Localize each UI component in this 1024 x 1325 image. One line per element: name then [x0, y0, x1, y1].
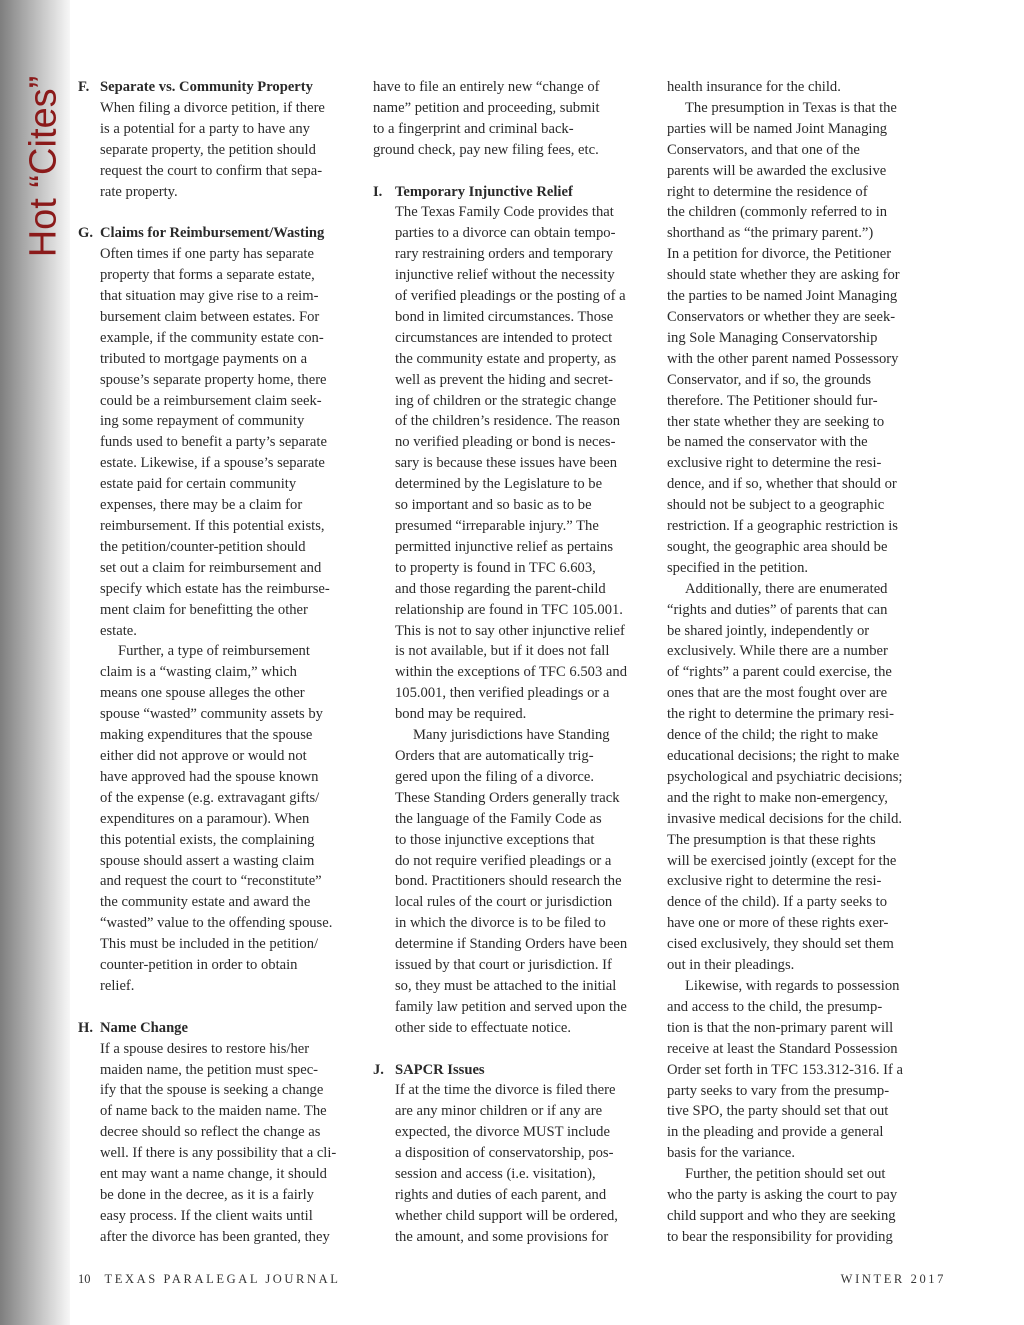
paragraph [667, 98, 945, 579]
text-line: Order set forth in TFC 153.312-316. If a [667, 1061, 904, 1078]
text-line: tive SPO, the party should set that out [667, 1103, 889, 1120]
journal-name: TEXAS PARALEGAL JOURNAL [104, 1272, 341, 1286]
text-line: have one or more of these rights exer- [667, 915, 889, 932]
text-line: set out a claim for reimbursement and [100, 559, 322, 576]
text-line: ing of children or the strategic change [395, 392, 617, 409]
text-line: are any minor children or if any are [395, 1103, 603, 1120]
text-line: shorthand as “the primary parent.”) [667, 225, 874, 242]
text-line: this potential exists, the complaining [100, 831, 315, 848]
text-line: the amount, and some provisions for [395, 1228, 609, 1245]
text-line: other side to effectuate notice. [395, 1019, 571, 1036]
text-line: do not require verified pleadings or a [395, 852, 612, 869]
text-line: The presumption is that these rights [667, 831, 876, 848]
text-line: In a petition for divorce, the Petitioner [667, 246, 892, 263]
text-line: These Standing Orders generally track [395, 789, 620, 806]
text-line: whether child support will be ordered, [395, 1207, 618, 1224]
text-line: injunctive relief without the necessity [395, 267, 615, 284]
text-line: Further, the petition should set out [685, 1166, 886, 1183]
text-line: and those regarding the parent-child [395, 580, 606, 597]
text-line: either did not approve or would not [100, 747, 307, 764]
text-line: If a spouse desires to restore his/her [100, 1040, 310, 1057]
paragraph [667, 579, 945, 976]
text-line: after the divorce has been granted, they [100, 1228, 330, 1245]
page-number: 10 [78, 1272, 91, 1286]
paragraph [100, 641, 350, 996]
text-line: no verified pleading or bond is neces- [395, 434, 616, 451]
section-label: F. [78, 79, 90, 95]
text-line: rights and duties of each parent, and [395, 1187, 607, 1203]
section-heading: Separate vs. Community Property [100, 79, 313, 95]
section-block [373, 182, 649, 1039]
text-line: determine if Standing Orders have been [395, 936, 628, 953]
section-spacer [78, 997, 350, 1018]
text-line: have to file an entirely new “change of [373, 79, 600, 95]
text-line: receive at least the Standard Possession [667, 1040, 898, 1057]
text-line: This is not to say other injunctive relief [395, 622, 625, 639]
text-line: of verified pleadings or the posting of a [395, 288, 626, 305]
text-line: dence of the child; the right to make [667, 727, 879, 744]
section-label: I. [373, 183, 383, 200]
text-line: Conservator, and if so, the grounds [667, 371, 872, 388]
text-line: expenses, there may be a claim for [100, 497, 303, 514]
section-heading: Name Change [100, 1019, 188, 1036]
paragraph [100, 244, 350, 641]
text-line: spouse’s separate property home, there [100, 371, 327, 388]
text-line: family law petition and served upon the [395, 998, 627, 1015]
text-line: will be exercised jointly (except for the [667, 852, 897, 869]
text-line: example, if the community estate con- [100, 329, 324, 346]
text-line: specify which estate has the reimburse- [100, 580, 330, 597]
text-line: making expenditures that the spouse [100, 727, 313, 744]
text-line: should not be subject to a geographic [667, 497, 885, 514]
text-line: circumstances are intended to protect [395, 329, 613, 346]
text-line: Often times if one party has separate [100, 246, 314, 263]
text-line: ones that are the most fought over are [667, 685, 888, 702]
text-line: estate paid for certain community [100, 476, 297, 493]
section-tag-text: Hot “Cites” [22, 75, 65, 257]
text-line: educational decisions; the right to make [667, 748, 900, 764]
text-line: sary is because these issues have been [395, 455, 618, 472]
text-line: the children (commonly referred to in [667, 204, 888, 221]
section-label: J. [373, 1061, 384, 1078]
text-line: dence of the child). If a party seeks to [667, 894, 888, 911]
text-line: parties to a divorce can obtain tempo- [395, 225, 616, 242]
text-line: so, they must be attached to the initial [395, 977, 617, 994]
text-line: This must be included in the petition/ [100, 936, 319, 953]
text-line: estate. Likewise, if a spouse’s separate [100, 455, 325, 472]
text-line: property that forms a separate estate, [100, 267, 315, 284]
text-line: sought, the geographic area should be [667, 538, 888, 555]
section-spacer [78, 202, 350, 223]
text-line: “rights and duties” of parents that can [667, 601, 888, 618]
text-line: that situation may give rise to a reim- [100, 288, 319, 305]
text-line: have approved had the spouse known [100, 768, 319, 785]
text-line: Further, a type of reimbursement [118, 643, 310, 660]
text-line: exclusively. While there are a number [667, 643, 888, 660]
text-line: to bear the responsibility for providing [667, 1228, 893, 1245]
text-line: spouse should assert a wasting claim [100, 852, 315, 869]
text-line: the parties to be named Joint Managing [667, 288, 898, 305]
text-line: well. If there is any possibility that a cli- [100, 1145, 337, 1162]
text-line: be named the conservator with the [667, 434, 868, 451]
text-line: restriction. If a geographic restriction is [667, 518, 898, 535]
text-line: The presumption in Texas is that the [685, 99, 897, 116]
text-line: bond may be required. [395, 706, 527, 723]
text-line: of the expense (e.g. extravagant gifts/ [100, 789, 320, 806]
paragraph [667, 1164, 945, 1248]
text-line: parties will be named Joint Managing [667, 120, 888, 137]
text-line: bond. Practitioners should research the [395, 873, 622, 890]
text-line: Conservators or whether they are seek- [667, 308, 896, 325]
text-line: name” petition and proceeding, submit [373, 99, 600, 116]
text-line: ent may want a name change, it should [100, 1166, 327, 1183]
text-line: the language of the Family Code as [395, 810, 602, 827]
text-line: spouse “wasted” community assets by [100, 706, 323, 723]
text-line: tributed to mortgage payments on a [100, 350, 308, 367]
text-line: in the pleading and provide a general [667, 1124, 884, 1141]
paragraph [100, 1039, 350, 1248]
text-line: determined by the Legislature to be [395, 476, 603, 493]
text-line: cised exclusively, they should set them [667, 936, 894, 953]
text-line: out in their pleadings. [667, 957, 795, 974]
text-line: child support and who they are seeking [667, 1207, 896, 1224]
text-line: easy process. If the client waits until [100, 1207, 313, 1224]
text-line: means one spouse alleges the other [100, 685, 305, 702]
text-line: “wasted” value to the offending spouse. [100, 915, 333, 932]
text-line: is not available, but if it does not fall [395, 643, 610, 660]
text-line: to property is found in TFC 6.603, [395, 559, 596, 576]
text-line: a disposition of conservatorship, pos- [395, 1145, 614, 1162]
text-line: therefore. The Petitioner should fur- [667, 392, 878, 409]
text-line: bursement claim between estates. For [100, 308, 320, 325]
issue-date: WINTER 2017 [840, 1272, 946, 1286]
text-line: Many jurisdictions have Standing [413, 727, 610, 744]
text-line: issued by that court or jurisdiction. If [395, 957, 612, 974]
text-line: tion is that the non-primary parent will [667, 1019, 894, 1036]
text-line: well as prevent the hiding and secret- [395, 371, 614, 388]
text-line: be done in the decree, as it is a fairly [100, 1187, 314, 1203]
paragraph [667, 77, 945, 98]
text-line: claim is a “wasting claim,” which [100, 664, 297, 681]
text-line: to those injunctive exceptions that [395, 831, 595, 848]
paragraph [373, 77, 649, 161]
text-line: could be a reimbursement claim seek- [100, 392, 322, 409]
text-line: the right to determine the primary resi- [667, 706, 894, 723]
text-line: reimbursement. If this potential exists, [100, 518, 325, 535]
text-line: counter-petition in order to obtain [100, 957, 298, 974]
text-line: health insurance for the child. [667, 79, 841, 95]
text-line: request the court to confirm that sepa- [100, 162, 323, 179]
text-line: and the right to make non-emergency, [667, 789, 888, 806]
text-line: 105.001, then verified pleadings or a [395, 685, 610, 702]
text-line: expected, the divorce MUST include [395, 1124, 610, 1141]
text-line: rary restraining orders and temporary [395, 246, 614, 263]
text-line: exclusive right to determine the resi- [667, 873, 882, 890]
text-line: specified in the petition. [667, 559, 809, 576]
text-line: ing Sole Managing Conservatorship [667, 329, 878, 346]
text-line: with the other parent named Possessory [667, 350, 899, 367]
text-line: to a fingerprint and criminal back- [373, 120, 574, 137]
text-line: When filing a divorce petition, if there [100, 99, 325, 116]
section-spacer [373, 1039, 649, 1060]
text-line: ing some repayment of community [100, 413, 305, 430]
text-line: psychological and psychiatric decisions; [667, 768, 903, 785]
text-line: of name back to the maiden name. The [100, 1103, 327, 1120]
text-line: expenditures on a paramour). When [100, 810, 310, 827]
text-line: basis for the variance. [667, 1145, 796, 1162]
column-1 [78, 77, 350, 1248]
section-spacer [373, 161, 649, 182]
text-line: the petition/counter-petition should [100, 538, 306, 555]
text-line: rate property. [100, 183, 178, 200]
text-line: If at the time the divorce is filed there [395, 1082, 616, 1099]
text-line: is a potential for a party to have any [100, 120, 310, 137]
section-block [78, 223, 350, 997]
text-line: separate property, the petition should [100, 141, 316, 158]
text-line: funds used to benefit a party’s separate [100, 434, 327, 451]
text-line: the community estate and property, as [395, 350, 617, 367]
text-line: maiden name, the petition must spec- [100, 1061, 319, 1078]
text-line: ground check, pay new filing fees, etc. [373, 141, 599, 158]
text-line: in which the divorce is to be filed to [395, 915, 606, 932]
text-line: within the exceptions of TFC 6.503 and [395, 664, 627, 681]
text-line: ther state whether they are seeking to [667, 413, 885, 430]
text-line: of the children’s residence. The reason [395, 413, 621, 430]
text-line: relationship are found in TFC 105.001. [395, 601, 623, 618]
paragraph [395, 1080, 649, 1247]
text-line: decree should so reflect the change as [100, 1124, 321, 1141]
text-line: session and access (i.e. visitation), [395, 1166, 596, 1183]
section-label: H. [78, 1019, 93, 1036]
paragraph [667, 976, 945, 1164]
text-line: local rules of the court or jurisdiction [395, 894, 613, 911]
text-line: dence, and if so, whether that should or [667, 476, 897, 493]
section-label: G. [78, 225, 93, 242]
section-heading: Temporary Injunctive Relief [395, 183, 573, 200]
section-block [373, 1060, 649, 1248]
text-line: of “rights” a parent could exercise, the [667, 664, 892, 681]
section-block [78, 77, 350, 202]
text-line: Conservators, and that one of the [667, 141, 860, 158]
section-heading: Claims for Reimbursement/Wasting [100, 225, 325, 242]
paragraph [395, 202, 649, 725]
text-line: Orders that are automatically trig- [395, 747, 594, 764]
text-line: estate. [100, 622, 137, 639]
footer-right [841, 1272, 946, 1287]
column-3 [667, 77, 945, 1248]
text-line: ment claim for benefitting the other [100, 601, 308, 618]
text-line: Additionally, there are enumerated [685, 580, 888, 597]
section-block [78, 1018, 350, 1248]
text-line: Likewise, with regards to possession [685, 977, 900, 994]
footer-left [78, 1272, 340, 1287]
text-line: invasive medical decisions for the child. [667, 810, 903, 827]
text-line: and request the court to “reconstitute” [100, 873, 322, 890]
text-line: be shared jointly, independently or [667, 622, 870, 639]
text-line: exclusive right to determine the resi- [667, 455, 882, 472]
text-line: right to determine the residence of [667, 183, 868, 200]
text-line: The Texas Family Code provides that [395, 204, 614, 221]
text-line: parents will be awarded the exclusive [667, 162, 887, 179]
text-line: should state whether they are asking for [667, 267, 900, 284]
text-line: so important and so basic as to be [395, 497, 592, 514]
paragraph [395, 725, 649, 1039]
text-line: permitted injunctive relief as pertains [395, 538, 614, 555]
text-line: ify that the spouse is seeking a change [100, 1082, 324, 1099]
column-2 [373, 77, 649, 1248]
section-heading: SAPCR Issues [395, 1061, 485, 1078]
text-line: who the party is asking the court to pay [667, 1187, 898, 1204]
text-line: gered upon the filing of a divorce. [395, 768, 594, 785]
text-line: party seeks to vary from the presump- [667, 1082, 890, 1099]
text-line: bond in limited circumstances. Those [395, 308, 614, 325]
text-line: relief. [100, 977, 135, 994]
text-line: presumed “irreparable injury.” The [395, 518, 599, 535]
text-line: the community estate and award the [100, 894, 311, 911]
paragraph [100, 98, 350, 203]
text-line: and access to the child, the presump- [667, 998, 883, 1015]
